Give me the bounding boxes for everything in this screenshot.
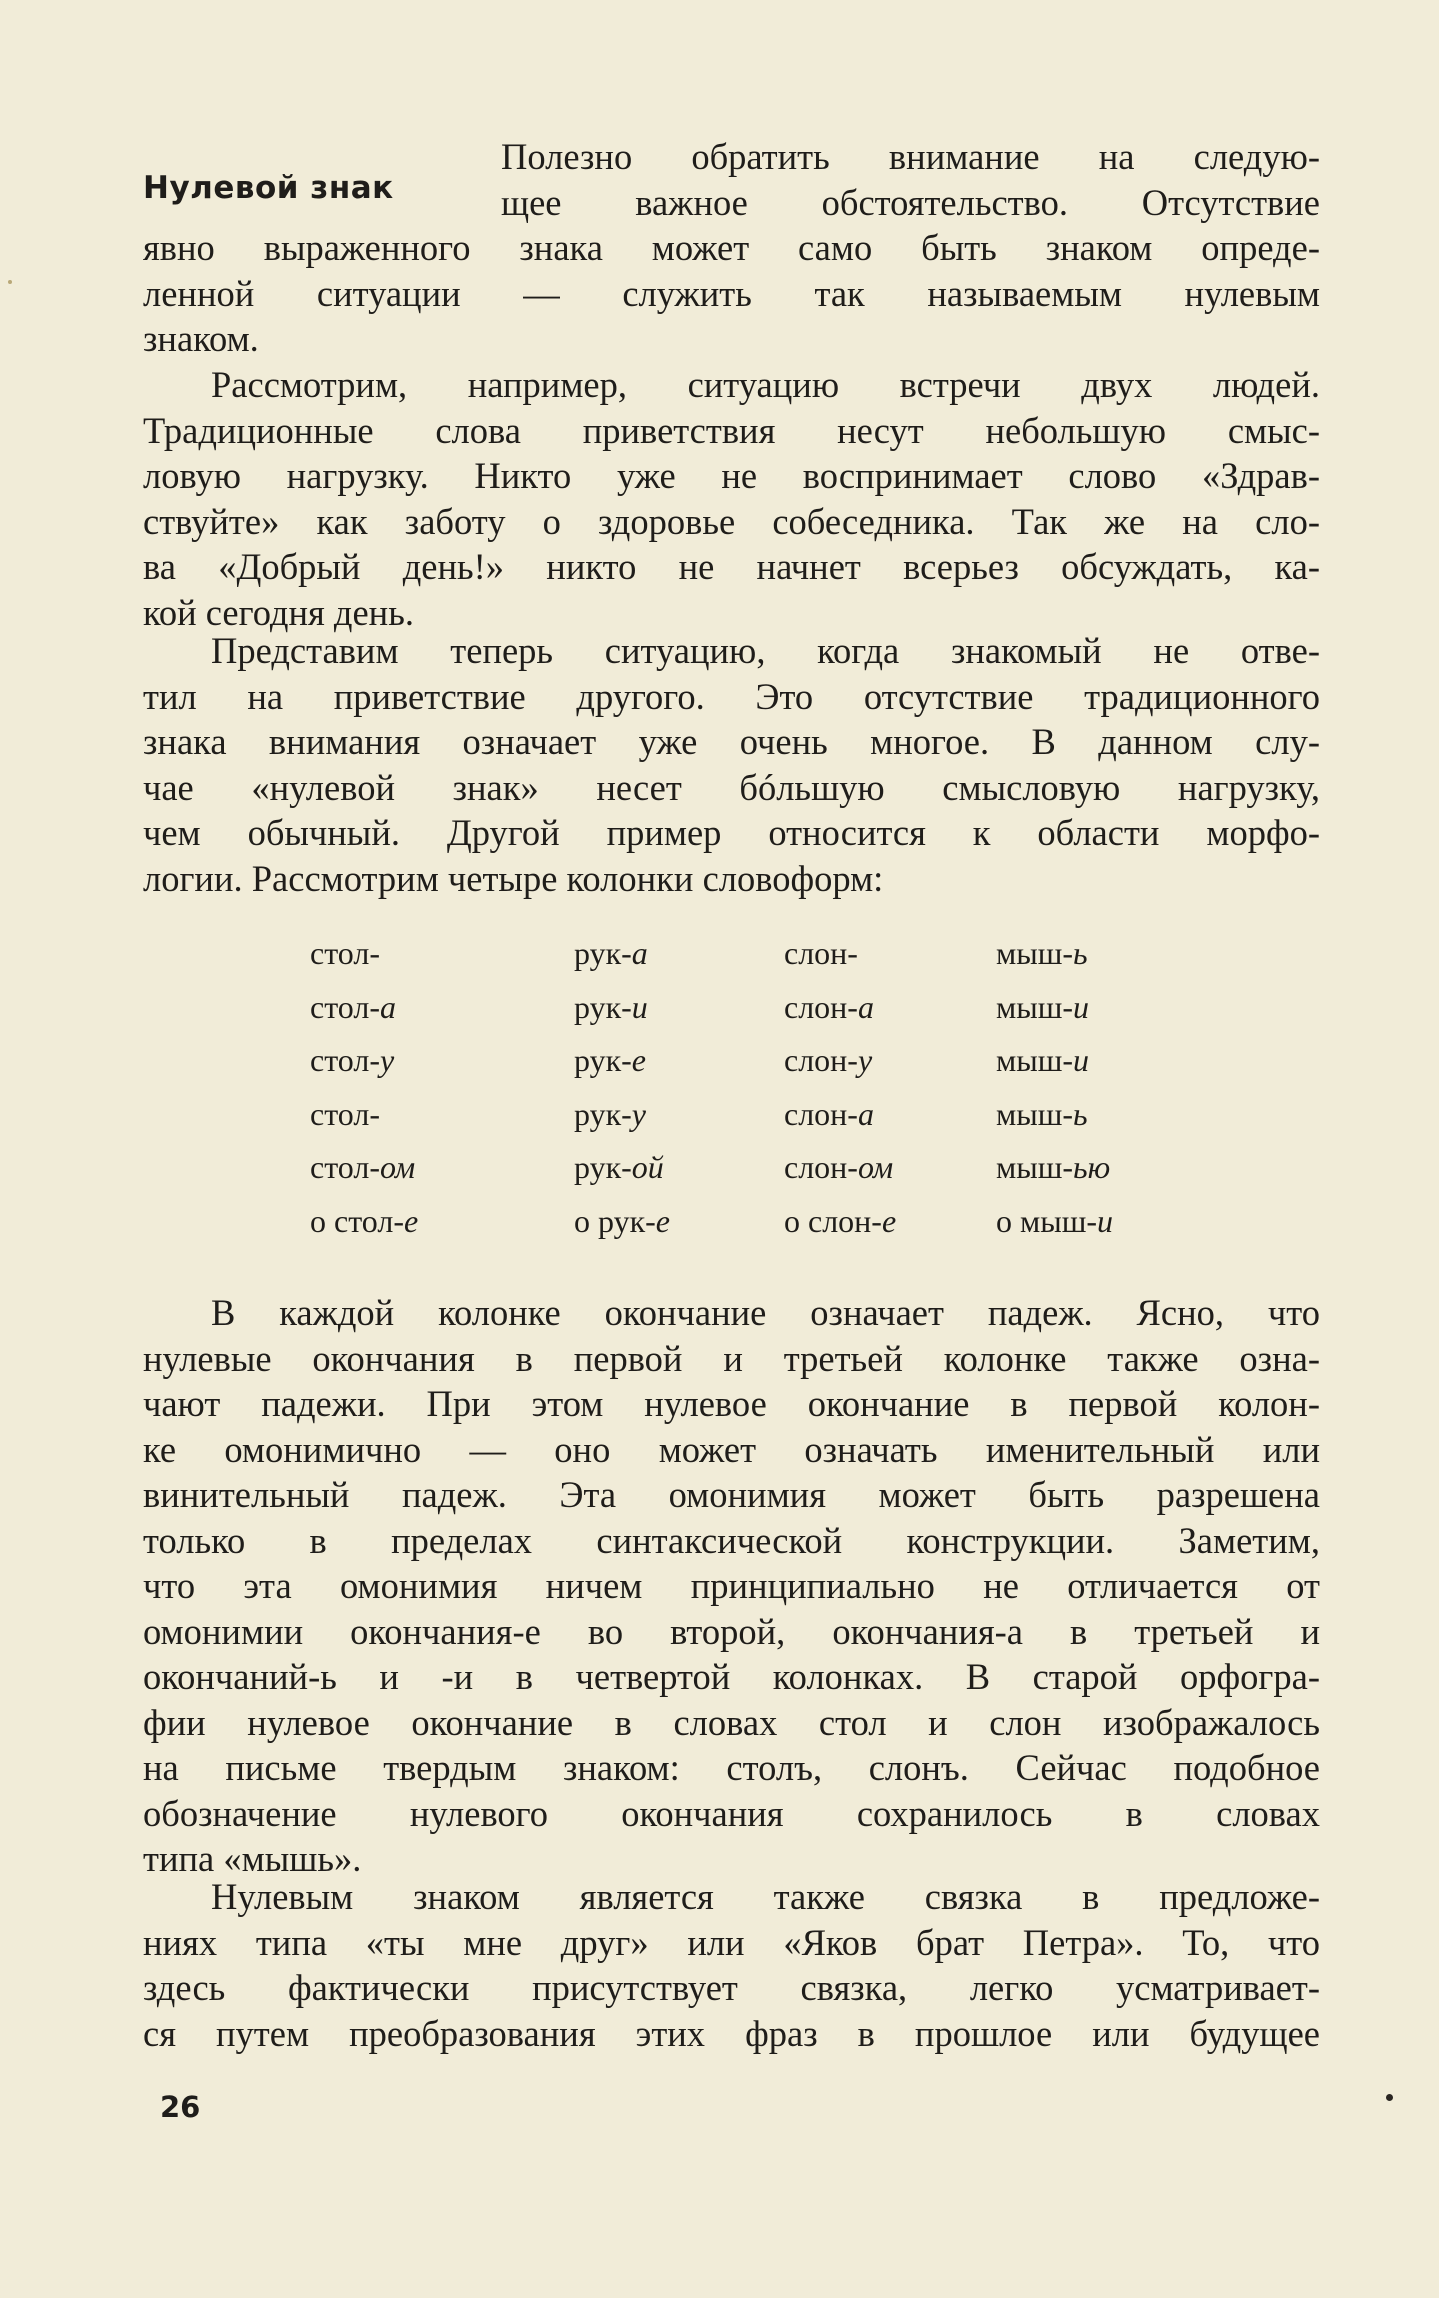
wordform-ending: и (1097, 1202, 1114, 1239)
wordform-ending: а (631, 935, 648, 971)
wordform-cell (996, 989, 1089, 1026)
text-line: Представим теперь ситуацию, когда знакомый не отве- (211, 630, 1320, 671)
wordform-ending: е (881, 1202, 897, 1239)
wordform-ending: ь (1073, 935, 1088, 971)
wordform-stem: о мыш- (996, 1202, 1098, 1239)
text-line: чают падежи. При этом нулевое окончание в первой колон- (143, 1383, 1320, 1424)
text-line: чем обычный. Другой пример относится к области морфо- (143, 812, 1320, 853)
wordform-cell (310, 1096, 380, 1133)
wordform-ending: ью (1073, 1149, 1111, 1185)
wordform-ending: у (857, 1042, 873, 1078)
paragraph-1 (143, 134, 1320, 362)
wordform-stem: рук- (574, 1042, 632, 1078)
wordform-cell (784, 1096, 874, 1133)
wordform-stem: слон- (784, 988, 858, 1025)
section-heading: Нулевой знак (143, 170, 394, 206)
text-line: Традиционные слова приветствия несут небольшую смыс- (143, 409, 1320, 451)
wordform-stem: стол- (310, 1042, 380, 1078)
text-line: Полезно обратить внимание на следую- (501, 136, 1320, 177)
text-line: щее важное обстоятельство. Отсутствие (501, 181, 1320, 223)
wordform-ending: и (1073, 988, 1090, 1025)
text-line: винительный падеж. Эта омонимия может быть разрешена (143, 1474, 1320, 1515)
text-line: нулевые окончания в первой и третьей колонке также озна- (143, 1337, 1320, 1379)
wordform-ending: ом (379, 1149, 416, 1185)
wordform-cell (996, 1203, 1113, 1240)
wordform-ending: е (655, 1202, 670, 1239)
wordform-stem: мыш- (996, 988, 1074, 1025)
wordform-stem: рук- (574, 1149, 632, 1185)
wordform-cell (574, 1149, 664, 1186)
wordform-stem: стол- (310, 1095, 380, 1132)
text-line: чае «нулевой знак» несет бóльшую смысловую нагрузку, (143, 766, 1320, 808)
text-line: ниях типа «ты мне друг» или «Яков брат Петра». То, что (143, 1921, 1320, 1963)
wordform-ending: а (857, 1095, 874, 1132)
wordform-stem: мыш- (996, 935, 1074, 971)
text-line: обозначение нулевого окончания сохранилось в словах (143, 1792, 1320, 1834)
wordform-cell (310, 1149, 415, 1186)
paragraph-2 (143, 362, 1320, 635)
text-line: типа «мышь». (143, 1838, 362, 1879)
text-line: окончаний-ь и -и в четвертой колонках. В старой орфогра- (143, 1656, 1320, 1697)
text-line: тил на приветствие другого. Это отсутствие традиционного (143, 675, 1320, 717)
wordform-stem: рук- (574, 935, 632, 971)
text-line: на письме твердым знаком: столъ, слонъ. Сейчас подобное (143, 1747, 1320, 1788)
wordform-stem: слон- (784, 935, 858, 971)
wordform-cell (996, 1042, 1089, 1079)
wordform-cell (784, 1203, 896, 1240)
wordform-stem: слон- (784, 1042, 858, 1078)
text-line: только в пределах синтаксической конструкции. Заметим, (143, 1519, 1320, 1561)
wordform-cell (574, 1096, 646, 1133)
wordform-stem: слон- (784, 1095, 858, 1132)
text-line: ке омонимично — оно может означать именительный или (143, 1428, 1320, 1470)
wordform-cell (574, 935, 648, 972)
wordform-stem: мыш- (996, 1149, 1074, 1185)
text-line: кой сегодня день. (143, 591, 414, 633)
wordform-cell (310, 989, 396, 1026)
text-line: омонимии окончания-е во второй, окончания-а в третьей и (143, 1610, 1320, 1652)
wordform-cell (310, 1042, 394, 1079)
wordform-stem: рук- (574, 988, 632, 1025)
wordform-ending: у (379, 1042, 395, 1078)
wordform-ending: и (1073, 1042, 1090, 1078)
wordform-cell (784, 1149, 893, 1186)
wordform-ending: е (403, 1202, 419, 1239)
wordform-stem: о рук- (574, 1202, 656, 1239)
wordform-stem: о слон- (784, 1202, 882, 1239)
text-line: здесь фактически присутствует связка, легко усматривает- (143, 1967, 1320, 2008)
wordform-cell (574, 1042, 646, 1079)
wordform-cell (574, 1203, 670, 1240)
text-line: ва «Добрый день!» никто не начнет всерьез обсуждать, ка- (143, 546, 1320, 587)
text-line: ся путем преобразования этих фраз в прошлое или будущее (143, 2012, 1320, 2054)
page-number: 26 (160, 2090, 201, 2124)
paragraph-4 (143, 1290, 1320, 1882)
wordform-stem: стол- (310, 935, 380, 971)
wordform-ending: и (631, 988, 648, 1025)
paragraph-3 (143, 628, 1320, 901)
wordform-ending: а (857, 988, 874, 1025)
wordform-stem: мыш- (996, 1095, 1074, 1132)
text-line: знака внимания означает уже очень многое. В данном слу- (143, 721, 1320, 762)
wordform-cell (996, 1096, 1088, 1133)
wordform-cell (784, 935, 858, 972)
text-line: знаком. (143, 318, 259, 359)
wordform-cell (996, 935, 1088, 972)
wordform-stem: о стол- (310, 1202, 404, 1239)
wordform-stem: мыш- (996, 1042, 1074, 1078)
wordform-ending: ой (631, 1149, 664, 1185)
text-line: фии нулевое окончание в словах стол и слон изображалось (143, 1701, 1320, 1743)
wordform-cell (996, 1149, 1110, 1186)
text-line: логии. Рассмотрим четыре колонки словоформ: (143, 857, 884, 899)
ink-speck (1386, 2094, 1393, 2101)
text-line: ловую нагрузку. Никто уже не воспринимает слово «Здрав- (143, 455, 1320, 496)
wordform-ending: ь (1073, 1095, 1088, 1132)
text-line: Нулевым знаком является также связка в предложе- (211, 1876, 1320, 1917)
wordform-stem: стол- (310, 1149, 380, 1185)
wordform-ending: у (631, 1095, 646, 1132)
wordform-stem: слон- (784, 1149, 858, 1185)
wordform-cell (784, 1042, 872, 1079)
wordform-ending: е (631, 1042, 646, 1078)
wordform-cell (310, 1203, 418, 1240)
wordform-stem: стол- (310, 988, 380, 1025)
text-line: ленной ситуации — служить так называемым нулевым (143, 272, 1320, 314)
text-line: ствуйте» как заботу о здоровье собеседника. Так же на сло- (143, 500, 1320, 542)
text-line: Рассмотрим, например, ситуацию встречи двух людей. (211, 364, 1320, 405)
wordform-stem: рук- (574, 1095, 632, 1132)
wordform-cell (310, 935, 380, 972)
wordform-cell (784, 989, 874, 1026)
text-line: В каждой колонке окончание означает падеж. Ясно, что (211, 1292, 1320, 1333)
wordform-ending: ом (857, 1149, 894, 1185)
wordform-ending: а (379, 988, 396, 1025)
text-line: что эта омонимия ничем принципиально не отличается от (143, 1565, 1320, 1606)
wordform-cell (574, 989, 648, 1026)
paper-speck (8, 280, 12, 284)
paragraph-5 (143, 1874, 1320, 2056)
text-line: явно выраженного знака может само быть знаком опреде- (143, 227, 1320, 268)
